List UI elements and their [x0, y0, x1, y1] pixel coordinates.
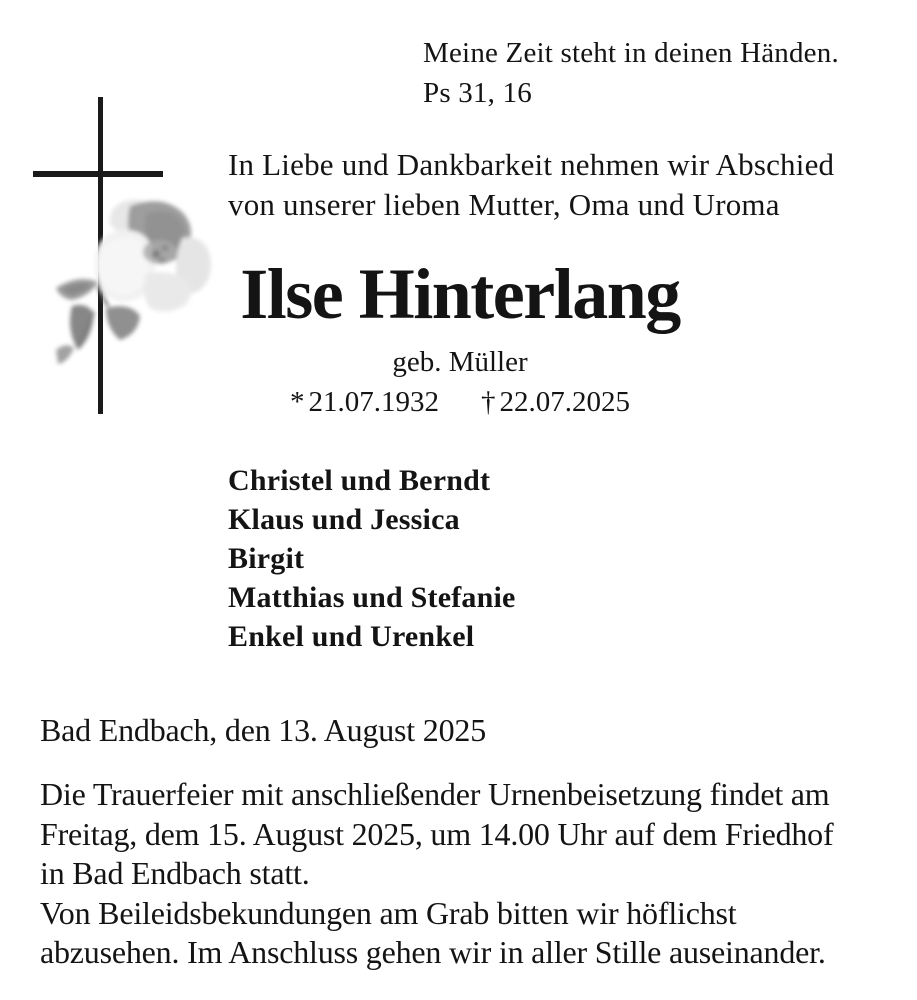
text-line: Birgit — [228, 542, 305, 575]
funeral-info — [40, 775, 910, 894]
birth-date — [290, 386, 439, 418]
bible-quote-text: Meine Zeit steht in deinen Händen. — [423, 37, 839, 69]
place-and-date: Bad Endbach, den 13. August 2025 — [40, 712, 486, 748]
death-dagger-symbol: † — [481, 385, 500, 418]
text-line: Christel und Berndt — [228, 464, 491, 497]
bible-quote — [423, 33, 839, 113]
closing-paragraphs — [40, 775, 910, 973]
text-line: Freitag, dem 15. August 2025, um 14.00 Uhr auf dem Friedhof — [40, 815, 834, 852]
psalm-reference: Ps 31, 16 — [423, 77, 532, 109]
birth-date-value: 21.07.1932 — [308, 385, 439, 418]
deceased-name: Ilse Hinterlang — [240, 254, 680, 334]
text-line: In Liebe und Dankbarkeit nehmen wir Abschied — [228, 147, 835, 182]
life-dates — [130, 385, 790, 420]
text-line: Die Trauerfeier mit anschließender Urnenbeisetzung findet am — [40, 776, 830, 812]
death-date — [481, 386, 630, 418]
text-line: Klaus und Jessica — [228, 503, 460, 536]
mourners-list — [228, 461, 516, 656]
text-line: Enkel und Urenkel — [228, 620, 475, 653]
text-line: von unserer lieben Mutter, Oma und Uroma — [228, 187, 780, 222]
birth-asterisk-symbol: * — [290, 385, 309, 418]
maiden-name: geb. Müller — [392, 346, 528, 378]
intro-text — [228, 145, 834, 225]
death-date-value: 22.07.2025 — [499, 385, 630, 418]
text-line: Von Beileidsbekundungen am Grab bitten wir höflichst — [40, 894, 737, 931]
deceased-block — [130, 254, 790, 420]
cross-icon-horizontal-bar — [33, 171, 163, 177]
condolence-note — [40, 894, 910, 973]
text-line: Matthias und Stefanie — [228, 581, 516, 614]
text-line: abzusehen. Im Anschluss gehen wir in aller Stille auseinander. — [40, 934, 826, 970]
text-line: in Bad Endbach statt. — [40, 855, 310, 891]
